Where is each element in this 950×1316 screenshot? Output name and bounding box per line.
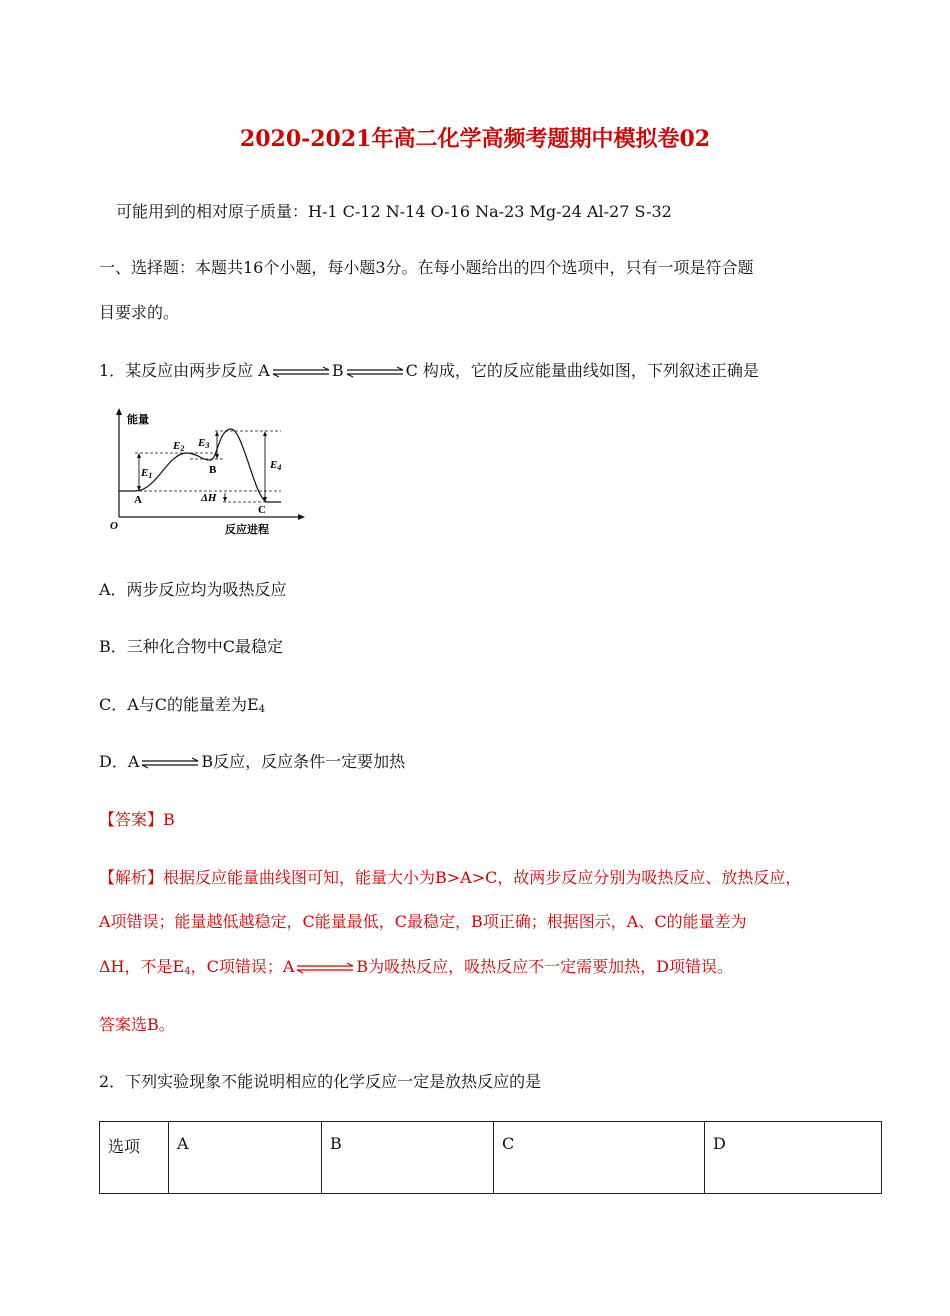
q1-analysis-line1 (99, 865, 801, 888)
e3-arrowhead-icon (215, 431, 219, 436)
e4-label: E4 (270, 459, 282, 472)
table-header-cell: 选项 (100, 1122, 169, 1194)
analysis-label: 【解析】 (99, 868, 164, 887)
q1-stem-part-c: C 构成，它的反应能量曲线如图，下列叙述正确是 (405, 361, 759, 380)
q1-option-c-text: C．A与C的能量差为E (99, 695, 259, 714)
q1-option-d (99, 749, 405, 772)
q1-final-answer: 答案选B。 (99, 1015, 175, 1034)
analysis-text-3a: ΔH，不是E (99, 957, 185, 976)
table-header-cell: C (494, 1122, 705, 1194)
point-a-label: A (134, 494, 142, 506)
q1-option-d-part-a: D．A (99, 752, 140, 771)
equilibrium-arrow-icon (295, 962, 355, 974)
q1-option-a: A．两步反应均为吸热反应 (99, 580, 287, 599)
answer-value: B (163, 810, 175, 829)
table-row (100, 1122, 882, 1194)
answer-label: 【答案】 (99, 810, 164, 829)
q1-stem-part-a: 1．某反应由两步反应 A (99, 361, 270, 380)
q2-options-table (99, 1121, 882, 1194)
q1-option-b: B．三种化合物中C最稳定 (99, 637, 284, 656)
e3-label: E3 (198, 437, 210, 450)
table-header-cell: D (705, 1122, 882, 1194)
q1-option-c (99, 692, 265, 715)
table-header-cell: B (322, 1122, 494, 1194)
y-axis-label: 能量 (127, 414, 149, 426)
point-b-label: B (209, 464, 217, 476)
section-header-line1: 一、选择题：本题共16个小题，每小题3分。在每小题给出的四个选项中，只有一项是符合题 (99, 258, 754, 277)
table-header-cell: A (169, 1122, 322, 1194)
e3-arrowhead-icon (215, 454, 219, 459)
q1-answer (99, 807, 175, 830)
e2-label: E2 (173, 440, 185, 453)
x-axis-label: 反应进程 (225, 524, 269, 536)
analysis-subscript: 4 (184, 966, 191, 977)
point-c-label: C (258, 504, 266, 516)
dh-arrowhead-icon (223, 497, 227, 502)
q1-analysis-line2: A项错误；能量越低越稳定，C能量最低，C最稳定，B项正确；根据图示，A、C的能量差为 (99, 912, 747, 931)
analysis-text-3b: ，C项错误；A (190, 957, 295, 976)
analysis-text-1: 根据反应能量曲线图可知，能量大小为B>A>C，故两步反应分别为吸热反应、放热反应， (163, 868, 802, 887)
q1-analysis-line3 (99, 954, 733, 977)
q1-stem (99, 358, 759, 381)
e1-label: E1 (141, 467, 153, 480)
page-title: 2020-2021年高二化学高频考题期中模拟卷02 (239, 126, 711, 152)
equilibrium-arrow-icon (140, 757, 200, 769)
x-axis-arrow-icon (298, 514, 305, 520)
y-axis-arrow-icon (116, 408, 122, 415)
analysis-text-3c: B为吸热反应，吸热反应不一定需要加热，D项错误。 (356, 957, 733, 976)
equilibrium-arrow-icon (271, 366, 331, 378)
q1-option-d-part-b: B反应，反应条件一定要加热 (201, 752, 406, 771)
equilibrium-arrow-icon (345, 366, 405, 378)
e4-arrowhead-icon (263, 431, 267, 436)
q2-stem: 2．下列实验现象不能说明相应的化学反应一定是放热反应的是 (99, 1072, 542, 1091)
section-header-line2: 目要求的。 (99, 303, 180, 322)
energy-diagram (105, 405, 305, 540)
q1-option-c-subscript: 4 (258, 704, 266, 715)
origin-label: O (110, 520, 118, 532)
q1-stem-part-b: B (331, 361, 344, 380)
atomic-masses-line: 可能用到的相对原子质量：H-1 C-12 N-14 O-16 Na-23 Mg-24 Al-27 S-32 (116, 202, 672, 221)
dh-label: ΔH (201, 492, 217, 504)
e1-arrowhead-icon (137, 453, 141, 458)
